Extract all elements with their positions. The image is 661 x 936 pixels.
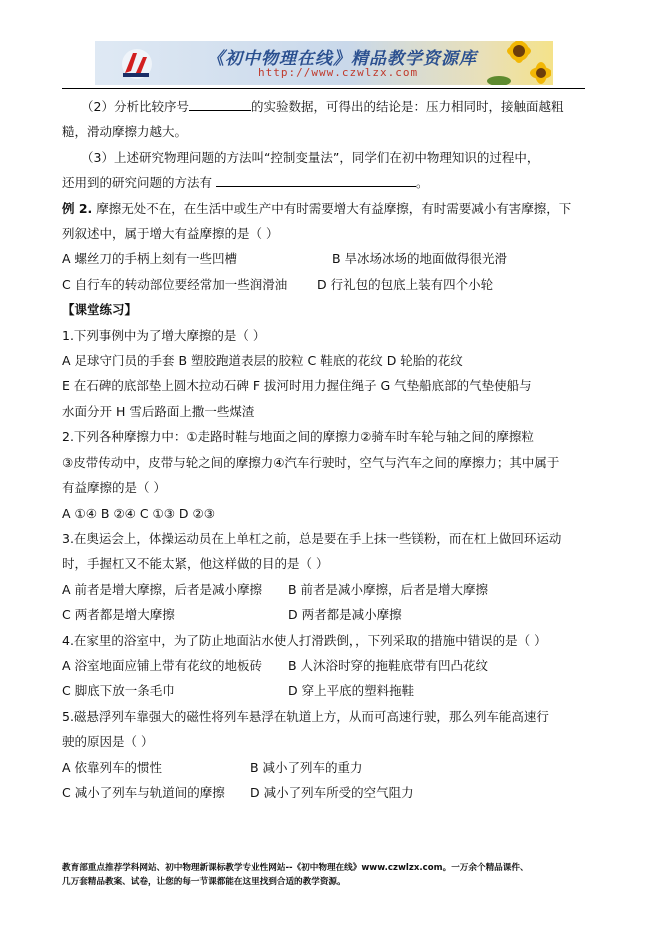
option-b: B 旱冰场冰场的地面做得很光滑 [332, 251, 508, 267]
site-logo-icon [119, 47, 155, 81]
header-banner [95, 41, 553, 85]
question-5-cont: 驶的原因是（ ） [62, 734, 154, 750]
line-analysis-2-cont: 糙，滑动摩擦力越大。 [62, 124, 188, 140]
question-1: 1.下列事例中为了增大摩擦的是（ ） [62, 327, 266, 343]
option-c: C 自行车的转动部位要经常加一些润滑油 [62, 276, 288, 292]
section-heading: 【课堂练习】 [62, 302, 138, 318]
text-segment: （2）分析比较序号 [81, 99, 189, 114]
question-5-options-ab [62, 755, 592, 780]
question-2-cont: ③皮带传动中，皮带与轮之间的摩擦力④汽车行驶时，空气与汽车之间的摩擦力；其中属于 [62, 454, 560, 470]
option-c: C 两者都是增大摩擦 [62, 607, 175, 623]
answer-blank[interactable] [189, 96, 251, 111]
question-2-cont-2: 有益摩擦的是（ ） [62, 480, 166, 496]
option-d: D 减小了列车所受的空气阻力 [250, 784, 414, 800]
example-2-question [62, 196, 592, 221]
question-3-cont: 时，手握杠又不能太紧，他这样做的目的是（ ） [62, 556, 329, 572]
text-segment: 摩擦无处不在，在生活中或生产中有时需要增大有益摩擦，有时需要减小有害摩擦，下 [92, 200, 572, 216]
question-4: 4.在家里的浴室中，为了防止地面沾水使人打滑跌倒，，下列采取的措施中错误的是（ ） [62, 632, 547, 648]
footer-line-2: 几万套精品教案、试卷，让您的每一节课都能在这里找到合适的教学资源。 [62, 877, 346, 887]
answer-blank[interactable] [216, 172, 416, 187]
header-rule [62, 88, 585, 89]
option-d: D 两者都是减小摩擦 [288, 607, 402, 623]
site-title: 《初中物理在线》精品教学资源库 [207, 49, 477, 69]
footer-line-1: 教育部重点推荐学科网站、初中物理新课标教学专业性网站--《初中物理在线》www.czwlzx.com。一万余个精品课件、 [62, 863, 529, 873]
site-url[interactable]: http://www.czwlzx.com [258, 66, 419, 79]
line-analysis-2 [62, 94, 592, 119]
example-2-question-cont: 列叙述中，属于增大有益摩擦的是（ ） [62, 226, 279, 242]
option-d: D 行礼包的包底上装有四个小轮 [317, 276, 494, 292]
option-d: D 穿上平底的塑料拖鞋 [288, 683, 415, 699]
text-segment: 。 [416, 175, 429, 191]
option-a: A 螺丝刀的手柄上刻有一些凹槽 [62, 251, 238, 267]
question-2-options: A ①④ B ②④ C ①③ D ②③ [62, 505, 215, 521]
question-4-options-cd [62, 678, 592, 703]
option-c: C 减小了列车与轨道间的摩擦 [62, 784, 225, 800]
line-analysis-3-cont [62, 170, 592, 195]
option-b: B 减小了列车的重力 [250, 759, 363, 775]
line-analysis-3: （3）上述研究物理问题的方法叫“控制变量法”，同学们在初中物理知识的过程中， [81, 149, 540, 165]
option-a: A 依靠列车的惯性 [62, 759, 163, 775]
text-segment: 还用到的研究问题的方法有 [62, 175, 213, 191]
question-1-options-2: E 在石碑的底部垫上圆木拉动石碑 F 拔河时用力握住绳子 G 气垫船底部的气垫使船与 [62, 378, 532, 394]
question-3-options-ab [62, 577, 592, 602]
page-footer [62, 861, 607, 889]
question-1-options-3: 水面分开 H 雪后路面上撒一些煤渣 [62, 403, 255, 419]
text-segment: 的实验数据，可得出的结论是：压力相同时，接触面越粗 [250, 99, 564, 114]
example-2-options-cd [62, 272, 592, 297]
option-b: B 前者是减小摩擦，后者是增大摩擦 [288, 581, 489, 597]
question-2: 2.下列各种摩擦力中：①走路时鞋与地面之间的摩擦力②骑车时车轮与轴之间的摩擦粒 [62, 429, 534, 445]
example-2-options-ab [62, 246, 592, 271]
question-1-options-1: A 足球守门员的手套 B 塑胶跑道表层的胶粒 C 鞋底的花纹 D 轮胎的花纹 [62, 353, 463, 369]
document-body [62, 94, 592, 805]
option-a: A 前者是增大摩擦，后者是减小摩擦 [62, 581, 263, 597]
sunflower-icon [479, 41, 551, 85]
option-a: A 浴室地面应铺上带有花纹的地板砖 [62, 657, 263, 673]
option-c: C 脚底下放一条毛巾 [62, 683, 175, 699]
question-3: 3.在奥运会上，体操运动员在上单杠之前，总是要在手上抹一些镁粉，而在杠上做回环运动 [62, 530, 562, 546]
question-4-options-ab [62, 653, 592, 678]
example-label: 例 2. [62, 200, 93, 216]
question-5-options-cd [62, 780, 592, 805]
question-3-options-cd [62, 602, 592, 627]
option-b: B 人沐浴时穿的拖鞋底带有凹凸花纹 [288, 657, 489, 673]
question-5: 5.磁悬浮列车靠强大的磁性将列车悬浮在轨道上方，从而可高速行驶，那么列车能高速行 [62, 708, 549, 724]
